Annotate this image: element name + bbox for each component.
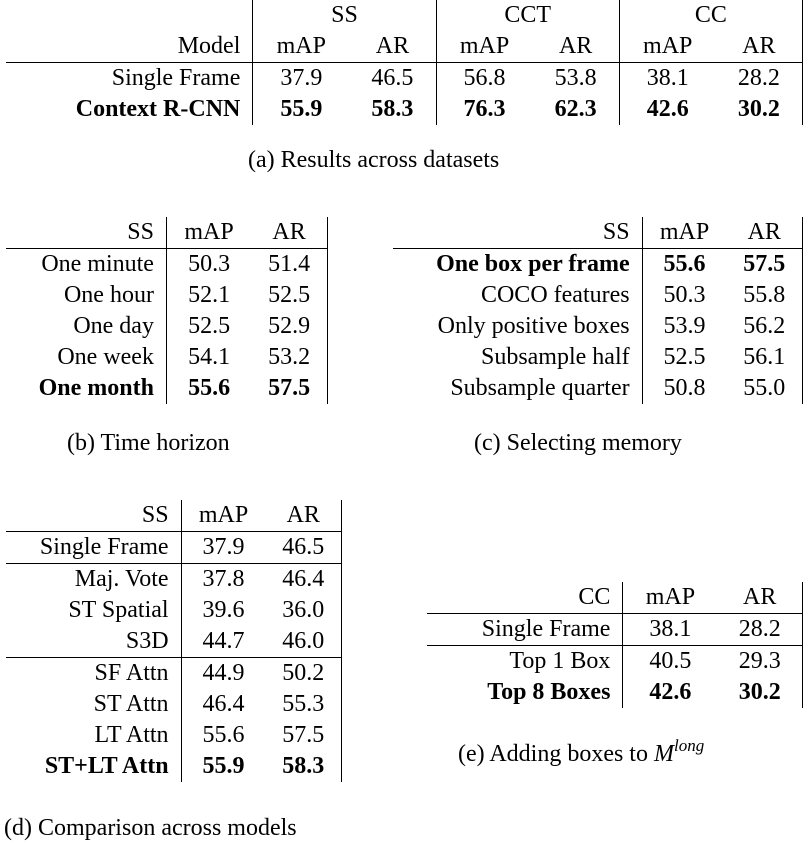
table-row [393, 280, 803, 311]
cell: 50.8 [663, 375, 706, 401]
cell: 58.3 [265, 751, 341, 782]
cell: 38.1 [619, 63, 715, 95]
cell: 44.7 [202, 628, 245, 654]
cell: 38.1 [623, 614, 717, 646]
table-row [6, 595, 342, 626]
cell: 55.6 [202, 722, 245, 748]
cell: 52.9 [251, 311, 327, 342]
cell: 50.3 [663, 282, 706, 308]
table-comparison-across-models [6, 500, 342, 782]
cell: 37.8 [181, 564, 265, 596]
caption-e [458, 731, 704, 769]
metric-header: mAP [643, 33, 693, 59]
col-header: mAP [659, 219, 710, 245]
cell: 46.5 [265, 532, 341, 564]
caption-b: (b) Time horizon [67, 430, 230, 456]
metric-header: mAP [276, 33, 326, 59]
row-label: Subsample quarter [393, 373, 642, 404]
row-label: Subsample half [393, 342, 642, 373]
cell: 56.1 [727, 342, 803, 373]
row-label: ST Attn [6, 689, 181, 720]
table-row [6, 311, 328, 342]
table-row [393, 249, 803, 281]
model-header: Model [6, 31, 253, 63]
cell: 42.6 [649, 679, 692, 705]
cell: 40.5 [623, 646, 717, 678]
col-header: mAP [184, 219, 234, 245]
cell: 42.6 [646, 96, 689, 122]
metric-header: mAP [459, 33, 510, 59]
table-row [6, 564, 342, 596]
row-label: Single Frame [6, 532, 181, 564]
table-row [6, 689, 342, 720]
col-header: mAP [198, 502, 249, 528]
cell: 29.3 [717, 646, 802, 678]
cell: 46.0 [265, 626, 341, 658]
row-label: Context R-CNN [6, 94, 253, 125]
row-label: Only positive boxes [393, 311, 642, 342]
table-row [6, 373, 328, 404]
table-row [6, 249, 328, 281]
cell: 46.4 [202, 691, 245, 717]
cell: 57.5 [251, 373, 327, 404]
row-label: LT Attn [6, 720, 181, 751]
cell: 55.6 [188, 375, 231, 401]
cell: 51.4 [251, 249, 327, 281]
table-selecting-memory [393, 217, 803, 404]
cell: 56.8 [436, 63, 532, 95]
row-label: One day [6, 311, 166, 342]
table-row [6, 751, 342, 782]
col-header: SS [393, 217, 642, 249]
metric-header: AR [349, 31, 436, 63]
table-row [6, 626, 342, 658]
row-label: One minute [6, 249, 166, 281]
cell: 55.3 [265, 689, 341, 720]
table-adding-boxes [427, 582, 803, 708]
cell: 58.3 [349, 94, 436, 125]
cell: 36.0 [265, 595, 341, 626]
row-label: COCO features [393, 280, 642, 311]
table-row [427, 614, 803, 646]
cell: 62.3 [532, 94, 619, 125]
cell: 52.5 [663, 344, 706, 370]
cell: 46.4 [265, 564, 341, 596]
col-header: mAP [645, 584, 696, 610]
row-label: Single Frame [427, 614, 623, 646]
table-results-across-datasets [6, 0, 803, 125]
row-label: Top 8 Boxes [427, 677, 623, 708]
caption-a: (a) Results across datasets [248, 147, 500, 173]
caption-e-text: (e) Adding boxes to [458, 741, 654, 767]
cell: 55.8 [727, 280, 803, 311]
col-header: SS [6, 500, 181, 532]
cell: 55.9 [280, 96, 323, 122]
row-label: One week [6, 342, 166, 373]
col-header: AR [265, 500, 341, 532]
row-label: ST Spatial [6, 595, 181, 626]
table-row [6, 658, 342, 690]
row-label: Top 1 Box [427, 646, 623, 678]
table-row [393, 342, 803, 373]
cell: 50.2 [265, 658, 341, 690]
cell: 53.2 [251, 342, 327, 373]
cell: 57.5 [727, 249, 803, 281]
table-row [393, 373, 803, 404]
cell: 53.9 [663, 313, 706, 339]
cell: 55.9 [202, 753, 245, 779]
table-row [427, 646, 803, 678]
table-time-horizon [6, 217, 328, 404]
row-label: One box per frame [393, 249, 642, 281]
table-row [6, 94, 803, 125]
row-label: SF Attn [6, 658, 181, 690]
row-label: S3D [6, 626, 181, 658]
cell: 57.5 [265, 720, 341, 751]
m-long-symbol [653, 736, 705, 767]
group-header-ss: SS [253, 0, 436, 31]
table-row [393, 311, 803, 342]
cell: 52.5 [251, 280, 327, 311]
cell: 39.6 [202, 597, 245, 623]
cell: 46.5 [349, 63, 436, 95]
col-header: AR [727, 217, 803, 249]
cell: 56.2 [727, 311, 803, 342]
cell: 50.3 [166, 249, 251, 281]
cell: 28.2 [716, 63, 803, 95]
table-row [6, 280, 328, 311]
cell: 76.3 [463, 96, 506, 122]
cell: 55.6 [642, 249, 726, 281]
table-row [6, 342, 328, 373]
cell: 30.2 [716, 94, 803, 125]
col-header: AR [717, 582, 802, 614]
m-long-base: M [653, 741, 674, 767]
table-row [6, 720, 342, 751]
cell: 30.2 [717, 677, 802, 708]
cell: 28.2 [717, 614, 802, 646]
cell: 54.1 [188, 344, 231, 370]
metric-header: AR [716, 31, 803, 63]
cell: 55.0 [727, 373, 803, 404]
table-row [6, 63, 803, 95]
cell: 37.9 [253, 63, 349, 95]
row-label: One month [6, 373, 166, 404]
row-label: Single Frame [6, 63, 253, 95]
row-label: ST+LT Attn [6, 751, 181, 782]
table-row [427, 677, 803, 708]
table-row [6, 532, 342, 564]
cell: 52.1 [188, 282, 231, 308]
m-long-superscript: long [673, 736, 705, 755]
col-header: AR [251, 217, 327, 249]
group-header-cct: CCT [436, 0, 619, 31]
cell: 53.8 [532, 63, 619, 95]
group-header-cc: CC [619, 0, 802, 31]
cell: 37.9 [181, 532, 265, 564]
cell: 44.9 [181, 658, 265, 690]
metric-header: AR [532, 31, 619, 63]
row-label: One hour [6, 280, 166, 311]
col-header: SS [6, 217, 166, 249]
row-label: Maj. Vote [6, 564, 181, 596]
caption-c: (c) Selecting memory [474, 430, 682, 456]
caption-d: (d) Comparison across models [4, 815, 297, 841]
col-header: CC [427, 582, 623, 614]
cell: 52.5 [188, 313, 231, 339]
